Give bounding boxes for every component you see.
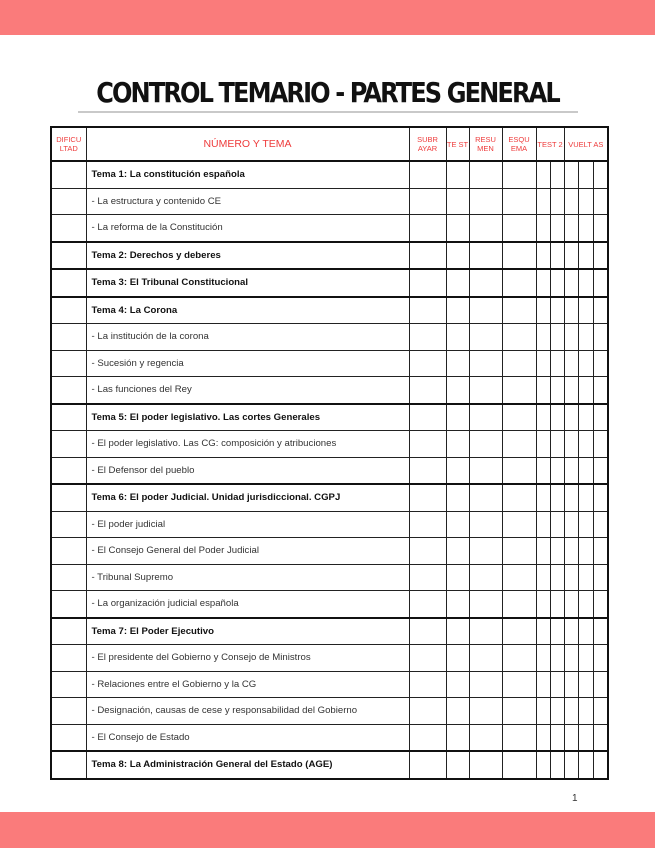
difficulty-cell[interactable] xyxy=(51,645,86,672)
underline-cell[interactable] xyxy=(409,242,446,270)
difficulty-cell[interactable] xyxy=(51,484,86,511)
scheme-header: ESQU EMA xyxy=(502,127,536,161)
rounds-cell-c[interactable] xyxy=(593,511,608,538)
scheme-cell[interactable] xyxy=(502,564,536,591)
rounds-cell-b[interactable] xyxy=(578,511,593,538)
summary-cell[interactable] xyxy=(469,269,502,297)
table-row xyxy=(51,215,608,242)
test2-cell-b[interactable] xyxy=(550,484,564,511)
table-row xyxy=(51,484,608,511)
test-cell[interactable] xyxy=(446,215,469,242)
test-cell[interactable] xyxy=(446,645,469,672)
summary-cell[interactable] xyxy=(469,591,502,618)
underline-cell[interactable] xyxy=(409,431,446,458)
rounds-cell-a[interactable] xyxy=(564,564,578,591)
rounds-cell-c[interactable] xyxy=(593,484,608,511)
test-cell[interactable] xyxy=(446,297,469,324)
underline-cell[interactable] xyxy=(409,511,446,538)
table-row xyxy=(51,431,608,458)
table-row xyxy=(51,269,608,297)
test-cell[interactable] xyxy=(446,538,469,565)
table-row xyxy=(51,242,608,270)
scheme-cell[interactable] xyxy=(502,242,536,270)
underline-cell[interactable] xyxy=(409,297,446,324)
table-row xyxy=(51,538,608,565)
test2-cell-b[interactable] xyxy=(550,431,564,458)
test2-cell-b[interactable] xyxy=(550,269,564,297)
topic-header: NÚMERO Y TEMA xyxy=(86,127,409,161)
summary-cell[interactable] xyxy=(469,618,502,645)
underline-cell[interactable] xyxy=(409,161,446,188)
topic-cell: Tema 2: Derechos y deberes xyxy=(86,242,409,270)
table-row xyxy=(51,324,608,351)
topic-cell: - La institución de la corona xyxy=(86,324,409,351)
topic-cell: - Designación, causas de cese y responsabilidad del Gobierno xyxy=(86,698,409,725)
test-cell[interactable] xyxy=(446,242,469,270)
rounds-cell-a[interactable] xyxy=(564,538,578,565)
underline-cell[interactable] xyxy=(409,188,446,215)
rounds-cell-b[interactable] xyxy=(578,457,593,484)
difficulty-cell[interactable] xyxy=(51,324,86,351)
table-row xyxy=(51,671,608,698)
table-row xyxy=(51,188,608,215)
rounds-cell-c[interactable] xyxy=(593,751,608,779)
test2-cell-a[interactable] xyxy=(536,511,550,538)
rounds-cell-c[interactable] xyxy=(593,457,608,484)
rounds-cell-c[interactable] xyxy=(593,377,608,404)
scheme-cell[interactable] xyxy=(502,698,536,725)
test-cell[interactable] xyxy=(446,618,469,645)
topic-cell: Tema 3: El Tribunal Constitucional xyxy=(86,269,409,297)
rounds-cell-b[interactable] xyxy=(578,350,593,377)
scheme-cell[interactable] xyxy=(502,645,536,672)
difficulty-cell[interactable] xyxy=(51,161,86,188)
scheme-cell[interactable] xyxy=(502,350,536,377)
test2-cell-a[interactable] xyxy=(536,724,550,751)
table-row xyxy=(51,404,608,431)
rounds-cell-b[interactable] xyxy=(578,377,593,404)
test2-cell-b[interactable] xyxy=(550,377,564,404)
underline-header: SUBR AYAR xyxy=(409,127,446,161)
topic-cell: Tema 8: La Administración General del Estado (AGE) xyxy=(86,751,409,779)
rounds-cell-b[interactable] xyxy=(578,242,593,270)
summary-cell[interactable] xyxy=(469,297,502,324)
test2-cell-a[interactable] xyxy=(536,591,550,618)
rounds-cell-a[interactable] xyxy=(564,457,578,484)
test2-cell-a[interactable] xyxy=(536,269,550,297)
difficulty-cell[interactable] xyxy=(51,618,86,645)
test-cell[interactable] xyxy=(446,671,469,698)
topic-cell: Tema 7: El Poder Ejecutivo xyxy=(86,618,409,645)
topic-cell: - El poder judicial xyxy=(86,511,409,538)
table-row xyxy=(51,751,608,779)
table-body xyxy=(51,161,608,779)
rounds-cell-a[interactable] xyxy=(564,591,578,618)
summary-cell[interactable] xyxy=(469,350,502,377)
scheme-cell[interactable] xyxy=(502,161,536,188)
test2-cell-b[interactable] xyxy=(550,618,564,645)
test2-cell-b[interactable] xyxy=(550,751,564,779)
scheme-cell[interactable] xyxy=(502,377,536,404)
difficulty-cell[interactable] xyxy=(51,538,86,565)
table-row xyxy=(51,618,608,645)
test2-cell-b[interactable] xyxy=(550,297,564,324)
summary-cell[interactable] xyxy=(469,511,502,538)
table-row xyxy=(51,511,608,538)
rounds-cell-b[interactable] xyxy=(578,484,593,511)
test-cell[interactable] xyxy=(446,377,469,404)
table-row xyxy=(51,591,608,618)
underline-cell[interactable] xyxy=(409,538,446,565)
rounds-cell-a[interactable] xyxy=(564,618,578,645)
test2-cell-b[interactable] xyxy=(550,645,564,672)
table-row xyxy=(51,457,608,484)
title-underline xyxy=(78,111,578,113)
test2-cell-a[interactable] xyxy=(536,161,550,188)
table-row xyxy=(51,297,608,324)
rounds-cell-a[interactable] xyxy=(564,324,578,351)
summary-cell[interactable] xyxy=(469,671,502,698)
summary-cell[interactable] xyxy=(469,377,502,404)
difficulty-cell[interactable] xyxy=(51,215,86,242)
summary-cell[interactable] xyxy=(469,724,502,751)
underline-cell[interactable] xyxy=(409,698,446,725)
test2-cell-b[interactable] xyxy=(550,671,564,698)
summary-cell[interactable] xyxy=(469,484,502,511)
table-row xyxy=(51,377,608,404)
test2-cell-a[interactable] xyxy=(536,645,550,672)
rounds-cell-c[interactable] xyxy=(593,297,608,324)
rounds-header: VUELT AS xyxy=(564,127,608,161)
test2-cell-b[interactable] xyxy=(550,698,564,725)
test2-cell-b[interactable] xyxy=(550,404,564,431)
rounds-cell-b[interactable] xyxy=(578,538,593,565)
test2-cell-a[interactable] xyxy=(536,538,550,565)
rounds-cell-b[interactable] xyxy=(578,215,593,242)
rounds-cell-b[interactable] xyxy=(578,564,593,591)
test2-cell-b[interactable] xyxy=(550,538,564,565)
top-color-band xyxy=(0,0,655,35)
difficulty-cell[interactable] xyxy=(51,564,86,591)
table-row xyxy=(51,724,608,751)
rounds-cell-a[interactable] xyxy=(564,724,578,751)
test2-cell-b[interactable] xyxy=(550,242,564,270)
test2-cell-a[interactable] xyxy=(536,297,550,324)
test2-cell-b[interactable] xyxy=(550,324,564,351)
difficulty-cell[interactable] xyxy=(51,269,86,297)
topic-cell: - El Consejo de Estado xyxy=(86,724,409,751)
difficulty-cell[interactable] xyxy=(51,457,86,484)
summary-cell[interactable] xyxy=(469,538,502,565)
topic-cell: Tema 5: El poder legislativo. Las cortes Generales xyxy=(86,404,409,431)
test-cell[interactable] xyxy=(446,591,469,618)
test-cell[interactable] xyxy=(446,404,469,431)
summary-header: RESU MEN xyxy=(469,127,502,161)
scheme-cell[interactable] xyxy=(502,324,536,351)
rounds-cell-b[interactable] xyxy=(578,188,593,215)
test2-cell-b[interactable] xyxy=(550,724,564,751)
table-row xyxy=(51,698,608,725)
test2-cell-a[interactable] xyxy=(536,431,550,458)
topic-cell: - El Defensor del pueblo xyxy=(86,457,409,484)
topic-cell: Tema 1: La constitución española xyxy=(86,161,409,188)
underline-cell[interactable] xyxy=(409,724,446,751)
rounds-cell-b[interactable] xyxy=(578,645,593,672)
test-cell[interactable] xyxy=(446,484,469,511)
scheme-cell[interactable] xyxy=(502,724,536,751)
underline-cell[interactable] xyxy=(409,350,446,377)
document-title: CONTROL TEMARIO - PARTES GENERAL xyxy=(96,76,559,109)
difficulty-cell[interactable] xyxy=(51,377,86,404)
rounds-cell-a[interactable] xyxy=(564,431,578,458)
scheme-cell[interactable] xyxy=(502,431,536,458)
topic-cell: - El poder legislativo. Las CG: composición y atribuciones xyxy=(86,431,409,458)
underline-cell[interactable] xyxy=(409,215,446,242)
table-row xyxy=(51,350,608,377)
rounds-cell-a[interactable] xyxy=(564,645,578,672)
summary-cell[interactable] xyxy=(469,188,502,215)
topic-cell: - El Consejo General del Poder Judicial xyxy=(86,538,409,565)
test-cell[interactable] xyxy=(446,457,469,484)
rounds-cell-b[interactable] xyxy=(578,724,593,751)
rounds-cell-c[interactable] xyxy=(593,161,608,188)
summary-cell[interactable] xyxy=(469,215,502,242)
rounds-cell-a[interactable] xyxy=(564,751,578,779)
rounds-cell-c[interactable] xyxy=(593,724,608,751)
rounds-cell-a[interactable] xyxy=(564,297,578,324)
underline-cell[interactable] xyxy=(409,591,446,618)
summary-cell[interactable] xyxy=(469,751,502,779)
scheme-cell[interactable] xyxy=(502,457,536,484)
test2-cell-b[interactable] xyxy=(550,350,564,377)
underline-cell[interactable] xyxy=(409,269,446,297)
topic-cell: - Relaciones entre el Gobierno y la CG xyxy=(86,671,409,698)
rounds-cell-a[interactable] xyxy=(564,269,578,297)
test-cell[interactable] xyxy=(446,698,469,725)
rounds-cell-c[interactable] xyxy=(593,324,608,351)
summary-cell[interactable] xyxy=(469,698,502,725)
summary-cell[interactable] xyxy=(469,645,502,672)
topic-cell: Tema 6: El poder Judicial. Unidad jurisdiccional. CGPJ xyxy=(86,484,409,511)
topic-cell: Tema 4: La Corona xyxy=(86,297,409,324)
scheme-cell[interactable] xyxy=(502,269,536,297)
test2-cell-b[interactable] xyxy=(550,511,564,538)
test-cell[interactable] xyxy=(446,350,469,377)
underline-cell[interactable] xyxy=(409,324,446,351)
rounds-cell-a[interactable] xyxy=(564,242,578,270)
rounds-cell-a[interactable] xyxy=(564,188,578,215)
difficulty-cell[interactable] xyxy=(51,671,86,698)
rounds-cell-a[interactable] xyxy=(564,161,578,188)
table-row xyxy=(51,645,608,672)
table-row xyxy=(51,161,608,188)
test2-cell-b[interactable] xyxy=(550,188,564,215)
difficulty-header: DIFICU LTAD xyxy=(51,127,86,161)
summary-cell[interactable] xyxy=(469,161,502,188)
test2-cell-a[interactable] xyxy=(536,215,550,242)
test2-cell-b[interactable] xyxy=(550,457,564,484)
difficulty-cell[interactable] xyxy=(51,404,86,431)
rounds-cell-c[interactable] xyxy=(593,242,608,270)
difficulty-cell[interactable] xyxy=(51,188,86,215)
rounds-cell-c[interactable] xyxy=(593,269,608,297)
rounds-cell-b[interactable] xyxy=(578,161,593,188)
topic-cell: - El presidente del Gobierno y Consejo de Ministros xyxy=(86,645,409,672)
page-number: 1 xyxy=(572,793,578,804)
test2-cell-a[interactable] xyxy=(536,404,550,431)
rounds-cell-c[interactable] xyxy=(593,404,608,431)
underline-cell[interactable] xyxy=(409,751,446,779)
difficulty-cell[interactable] xyxy=(51,297,86,324)
test-cell[interactable] xyxy=(446,564,469,591)
summary-cell[interactable] xyxy=(469,564,502,591)
rounds-cell-c[interactable] xyxy=(593,671,608,698)
difficulty-cell[interactable] xyxy=(51,698,86,725)
test2-header: TEST 2 xyxy=(536,127,564,161)
syllabus-control-table xyxy=(50,126,609,780)
test2-cell-a[interactable] xyxy=(536,188,550,215)
rounds-cell-c[interactable] xyxy=(593,698,608,725)
scheme-cell[interactable] xyxy=(502,511,536,538)
summary-cell[interactable] xyxy=(469,404,502,431)
underline-cell[interactable] xyxy=(409,564,446,591)
test2-cell-a[interactable] xyxy=(536,377,550,404)
difficulty-cell[interactable] xyxy=(51,431,86,458)
scheme-cell[interactable] xyxy=(502,751,536,779)
underline-cell[interactable] xyxy=(409,671,446,698)
rounds-cell-b[interactable] xyxy=(578,431,593,458)
rounds-cell-a[interactable] xyxy=(564,377,578,404)
scheme-cell[interactable] xyxy=(502,591,536,618)
test-cell[interactable] xyxy=(446,188,469,215)
topic-cell: - Tribunal Supremo xyxy=(86,564,409,591)
topic-cell: - Sucesión y regencia xyxy=(86,350,409,377)
rounds-cell-a[interactable] xyxy=(564,484,578,511)
test-cell[interactable] xyxy=(446,511,469,538)
test-cell[interactable] xyxy=(446,724,469,751)
difficulty-cell[interactable] xyxy=(51,350,86,377)
summary-cell[interactable] xyxy=(469,242,502,270)
test2-cell-b[interactable] xyxy=(550,564,564,591)
underline-cell[interactable] xyxy=(409,404,446,431)
rounds-cell-b[interactable] xyxy=(578,618,593,645)
rounds-cell-a[interactable] xyxy=(564,671,578,698)
rounds-cell-a[interactable] xyxy=(564,404,578,431)
rounds-cell-c[interactable] xyxy=(593,188,608,215)
test-cell[interactable] xyxy=(446,324,469,351)
rounds-cell-b[interactable] xyxy=(578,751,593,779)
rounds-cell-a[interactable] xyxy=(564,350,578,377)
rounds-cell-b[interactable] xyxy=(578,297,593,324)
test2-cell-a[interactable] xyxy=(536,618,550,645)
header-row xyxy=(51,127,608,161)
test2-cell-b[interactable] xyxy=(550,591,564,618)
topic-cell: - La reforma de la Constitución xyxy=(86,215,409,242)
underline-cell[interactable] xyxy=(409,457,446,484)
test-header: TE ST xyxy=(446,127,469,161)
topic-cell: - La organización judicial española xyxy=(86,591,409,618)
scheme-cell[interactable] xyxy=(502,297,536,324)
rounds-cell-b[interactable] xyxy=(578,698,593,725)
rounds-cell-c[interactable] xyxy=(593,538,608,565)
rounds-cell-b[interactable] xyxy=(578,269,593,297)
rounds-cell-c[interactable] xyxy=(593,618,608,645)
rounds-cell-c[interactable] xyxy=(593,431,608,458)
rounds-cell-b[interactable] xyxy=(578,671,593,698)
underline-cell[interactable] xyxy=(409,645,446,672)
test-cell[interactable] xyxy=(446,269,469,297)
test2-cell-b[interactable] xyxy=(550,215,564,242)
scheme-cell[interactable] xyxy=(502,618,536,645)
difficulty-cell[interactable] xyxy=(51,242,86,270)
difficulty-cell[interactable] xyxy=(51,591,86,618)
test-cell[interactable] xyxy=(446,161,469,188)
rounds-cell-c[interactable] xyxy=(593,564,608,591)
test2-cell-a[interactable] xyxy=(536,324,550,351)
summary-cell[interactable] xyxy=(469,457,502,484)
test2-cell-a[interactable] xyxy=(536,671,550,698)
scheme-cell[interactable] xyxy=(502,188,536,215)
rounds-cell-c[interactable] xyxy=(593,350,608,377)
test2-cell-a[interactable] xyxy=(536,457,550,484)
rounds-cell-b[interactable] xyxy=(578,404,593,431)
scheme-cell[interactable] xyxy=(502,215,536,242)
difficulty-cell[interactable] xyxy=(51,511,86,538)
test-cell[interactable] xyxy=(446,431,469,458)
underline-cell[interactable] xyxy=(409,618,446,645)
test-cell[interactable] xyxy=(446,751,469,779)
test2-cell-a[interactable] xyxy=(536,698,550,725)
underline-cell[interactable] xyxy=(409,377,446,404)
scheme-cell[interactable] xyxy=(502,484,536,511)
rounds-cell-c[interactable] xyxy=(593,645,608,672)
scheme-cell[interactable] xyxy=(502,671,536,698)
topic-cell: - La estructura y contenido CE xyxy=(86,188,409,215)
topic-cell: - Las funciones del Rey xyxy=(86,377,409,404)
table-row xyxy=(51,564,608,591)
rounds-cell-a[interactable] xyxy=(564,511,578,538)
rounds-cell-b[interactable] xyxy=(578,591,593,618)
test2-cell-a[interactable] xyxy=(536,242,550,270)
rounds-cell-b[interactable] xyxy=(578,324,593,351)
bottom-color-band xyxy=(0,812,655,848)
scheme-cell[interactable] xyxy=(502,404,536,431)
test2-cell-a[interactable] xyxy=(536,751,550,779)
rounds-cell-a[interactable] xyxy=(564,698,578,725)
rounds-cell-c[interactable] xyxy=(593,591,608,618)
test2-cell-a[interactable] xyxy=(536,350,550,377)
difficulty-cell[interactable] xyxy=(51,751,86,779)
summary-cell[interactable] xyxy=(469,431,502,458)
rounds-cell-c[interactable] xyxy=(593,215,608,242)
scheme-cell[interactable] xyxy=(502,538,536,565)
difficulty-cell[interactable] xyxy=(51,724,86,751)
test2-cell-a[interactable] xyxy=(536,564,550,591)
underline-cell[interactable] xyxy=(409,484,446,511)
test2-cell-a[interactable] xyxy=(536,484,550,511)
summary-cell[interactable] xyxy=(469,324,502,351)
test2-cell-b[interactable] xyxy=(550,161,564,188)
rounds-cell-a[interactable] xyxy=(564,215,578,242)
